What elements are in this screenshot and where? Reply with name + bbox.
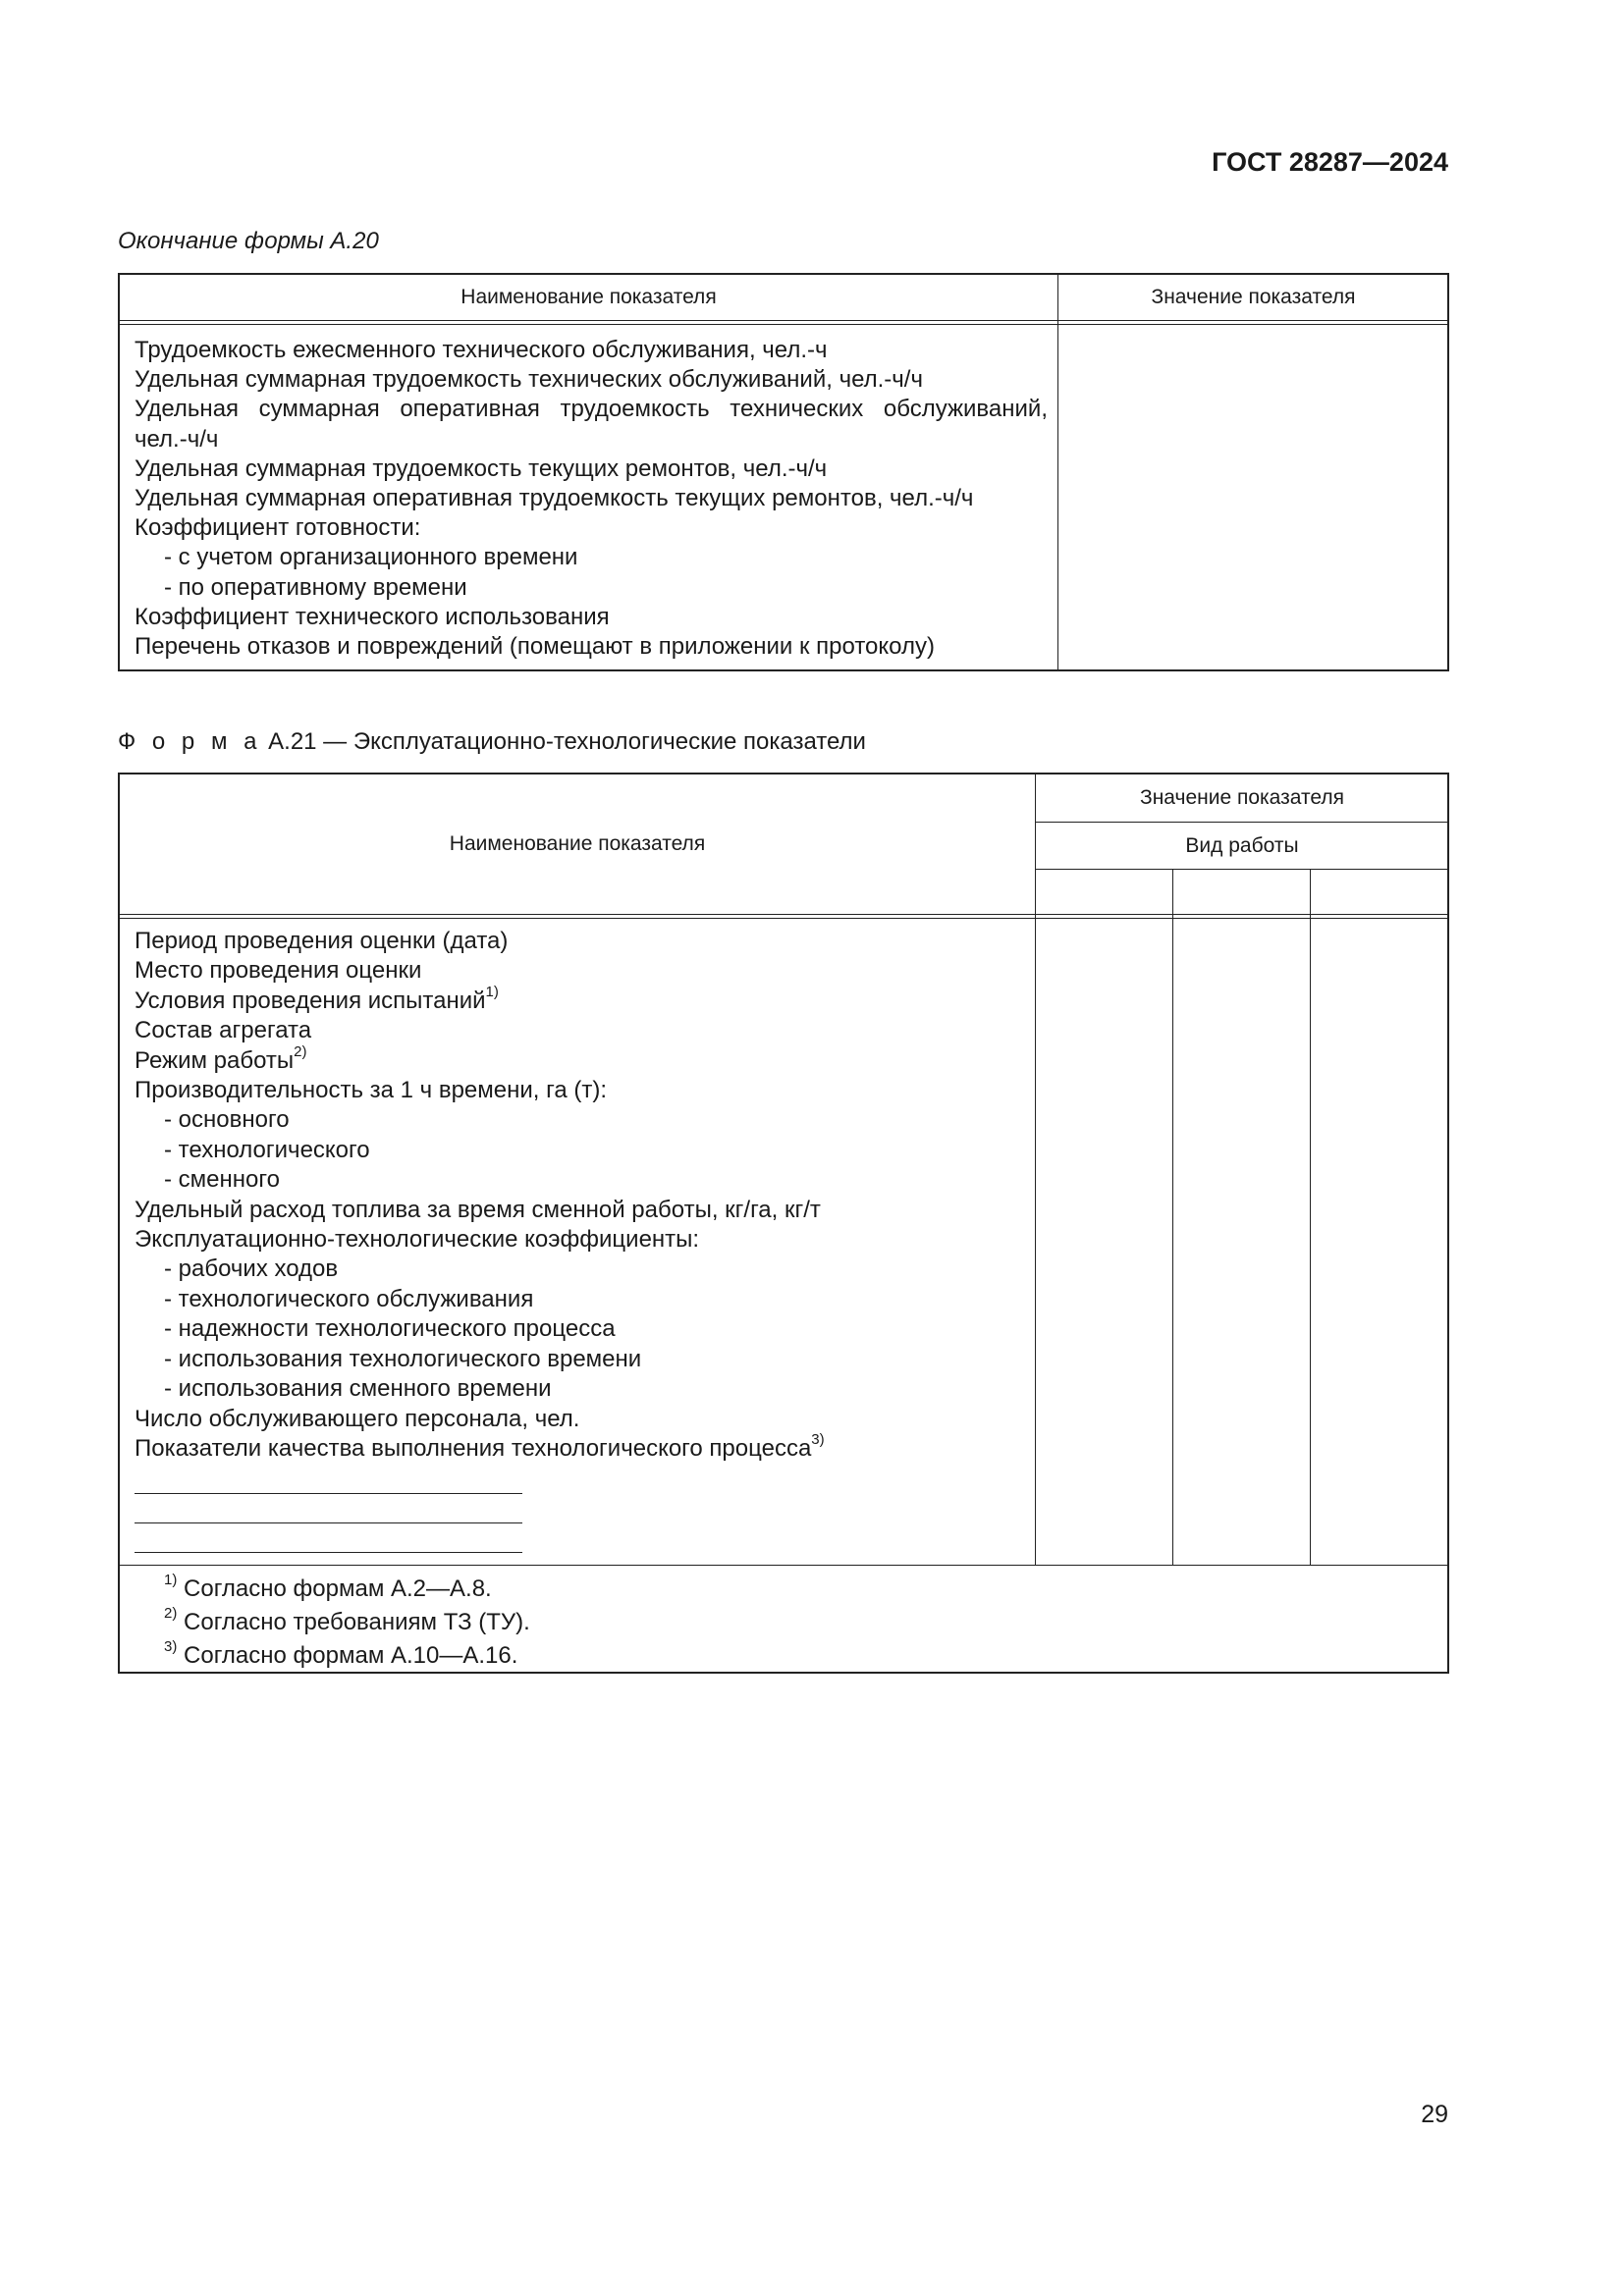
footnote-ref: 1) <box>485 983 499 1000</box>
table-row: - технологического обслуживания <box>164 1285 534 1312</box>
page-number: 29 <box>1421 2101 1448 2128</box>
table-row: Число обслуживающего персонала, чел. <box>135 1405 580 1432</box>
form-label: Ф о р м а <box>118 728 262 755</box>
footnote-ref: 2) <box>294 1042 307 1060</box>
footnotes <box>164 1573 530 1673</box>
footnote-text: Согласно требованиям ТЗ (ТУ). <box>177 1609 530 1635</box>
form-a20-rows <box>135 336 1048 662</box>
table-row: Производительность за 1 ч времени, га (т): <box>135 1077 607 1104</box>
column-header-value: Значение показателя <box>1140 786 1344 809</box>
blank-fill-line <box>135 1494 522 1523</box>
column-header-work-type: Вид работы <box>1185 833 1299 857</box>
table-row: Удельная суммарная оперативная трудоемкость технических обслуживаний, <box>135 396 1048 423</box>
footnote-mark: 1) <box>164 1572 178 1588</box>
footnote-mark: 2) <box>164 1605 178 1622</box>
form-a21-caption <box>118 728 866 756</box>
table-row: - рабочих ходов <box>164 1255 339 1283</box>
column-header-value: Значение показателя <box>1151 286 1356 308</box>
table-row: - по оперативному времени <box>164 573 467 601</box>
table-row: Удельная суммарная трудоемкость текущих ремонтов, чел.-ч/ч <box>135 454 828 482</box>
row-text: Условия проведения испытаний <box>135 987 486 1014</box>
form-title: А.21 — Эксплуатационно-технологические показатели <box>261 728 866 755</box>
footnote <box>164 1606 530 1639</box>
footnote <box>164 1639 530 1673</box>
form-a20-table <box>118 273 1449 671</box>
column-header-name: Наименование показателя <box>460 286 717 308</box>
table-row: - технологического <box>164 1136 370 1163</box>
blank-fill-line <box>135 1464 522 1493</box>
row-text: Режим работы <box>135 1046 295 1074</box>
table-row: - с учетом организационного времени <box>164 544 578 571</box>
table-row: чел.-ч/ч <box>135 425 219 453</box>
table-row: Состав агрегата <box>135 1017 312 1044</box>
table-row: - сменного <box>164 1166 280 1194</box>
table-row: Удельный расход топлива за время сменной работы, кг/га, кг/т <box>135 1196 821 1223</box>
table-row: - основного <box>164 1106 290 1134</box>
row-text: Показатели качества выполнения технологического процесса <box>135 1434 812 1462</box>
table-row: - использования сменного времени <box>164 1375 552 1403</box>
footnote-ref: 3) <box>811 1430 825 1448</box>
table-row: Коэффициент технического использования <box>135 603 610 630</box>
document-number: ГОСТ 28287—2024 <box>1212 147 1448 177</box>
table-row: Эксплуатационно-технологические коэффициенты: <box>135 1226 700 1254</box>
form-a21-table <box>118 773 1449 1674</box>
form-a20-caption: Окончание формы А.20 <box>118 228 379 254</box>
table-row: Место проведения оценки <box>135 957 422 985</box>
blank-fill-line <box>135 1523 522 1553</box>
table-row: Трудоемкость ежесменного технического обслуживания, чел.-ч <box>135 337 828 363</box>
table-row: Перечень отказов и повреждений (помещают в приложении к протоколу) <box>135 633 935 661</box>
footnote-text: Согласно формам А.10—А.16. <box>177 1642 518 1669</box>
table-row: Период проведения оценки (дата) <box>135 928 509 954</box>
footnote-text: Согласно формам А.2—А.8. <box>177 1575 492 1602</box>
footnote <box>164 1573 530 1606</box>
form-a21-rows <box>135 927 1028 1553</box>
column-header-name: Наименование показателя <box>449 832 706 855</box>
table-row: Удельная суммарная трудоемкость технических обслуживаний, чел.-ч/ч <box>135 366 923 394</box>
footnote-mark: 3) <box>164 1638 178 1655</box>
table-row: - надежности технологического процесса <box>164 1315 616 1343</box>
table-row: - использования технологического времени <box>164 1345 642 1372</box>
table-row <box>135 983 1028 1016</box>
table-row: Удельная суммарная оперативная трудоемкость текущих ремонтов, чел.-ч/ч <box>135 485 974 512</box>
table-row <box>135 1430 1028 1464</box>
table-row <box>135 1042 1028 1076</box>
table-row: Коэффициент готовности: <box>135 514 421 542</box>
